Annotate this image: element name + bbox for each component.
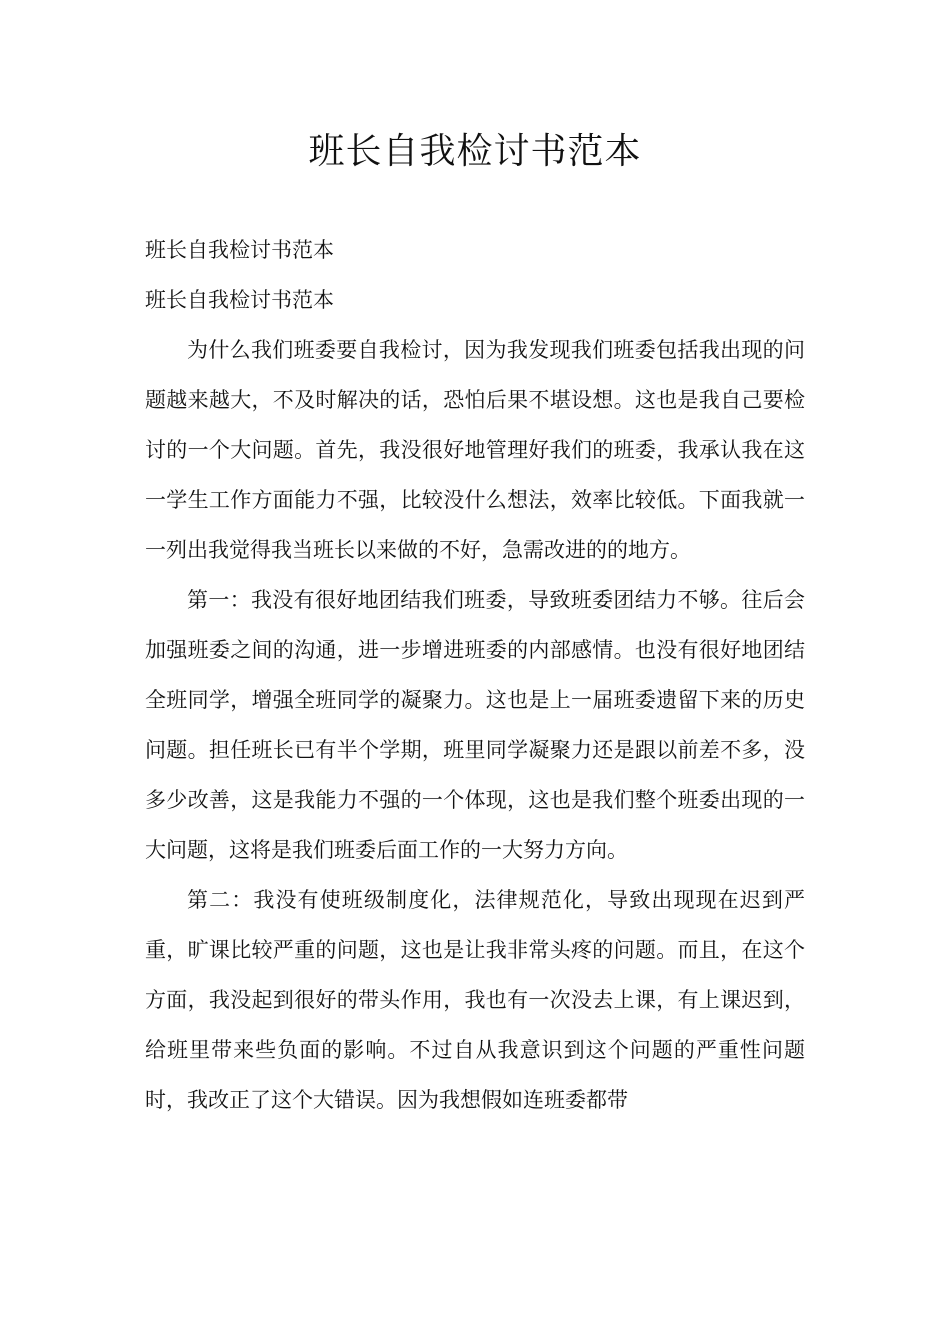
- document-body: [145, 225, 805, 1125]
- subtitle-line: 班长自我检讨书范本: [145, 288, 334, 312]
- body-paragraph: 第二：我没有使班级制度化，法律规范化，导致出现现在迟到严重，旷课比较严重的问题，这也是让我非常头疼的问题。而且，在这个方面，我没起到很好的带头作用，我也有一次没去上课，有上课迟到，给班里带来些负面的影响。不过自从我意识到这个问题的严重性问题时，我改正了这个大错误。因为我想假如连班委都带: [145, 888, 805, 1112]
- document-title: 班长自我检讨书范本: [308, 131, 642, 172]
- body-paragraph: 为什么我们班委要自我检讨，因为我发现我们班委包括我出现的问题越来越大，不及时解决的话，恐怕后果不堪设想。这也是我自己要检讨的一个大问题。首先，我没很好地管理好我们的班委，我承认我在这一学生工作方面能力不强，比较没什么想法，效率比较低。下面我就一一列出我觉得我当班长以来做的不好，急需改进的的地方。: [145, 338, 805, 562]
- subtitle-line: 班长自我检讨书范本: [145, 238, 334, 262]
- body-paragraph: 第一：我没有很好地团结我们班委，导致班委团结力不够。往后会加强班委之间的沟通，进一步增进班委的内部感情。也没有很好地团结全班同学，增强全班同学的凝聚力。这也是上一届班委遗留下来的历史问题。担任班长已有半个学期，班里同学凝聚力还是跟以前差不多，没多少改善，这是我能力不强的一个体现，这也是我们整个班委出现的一大问题，这将是我们班委后面工作的一大努力方向。: [145, 588, 805, 862]
